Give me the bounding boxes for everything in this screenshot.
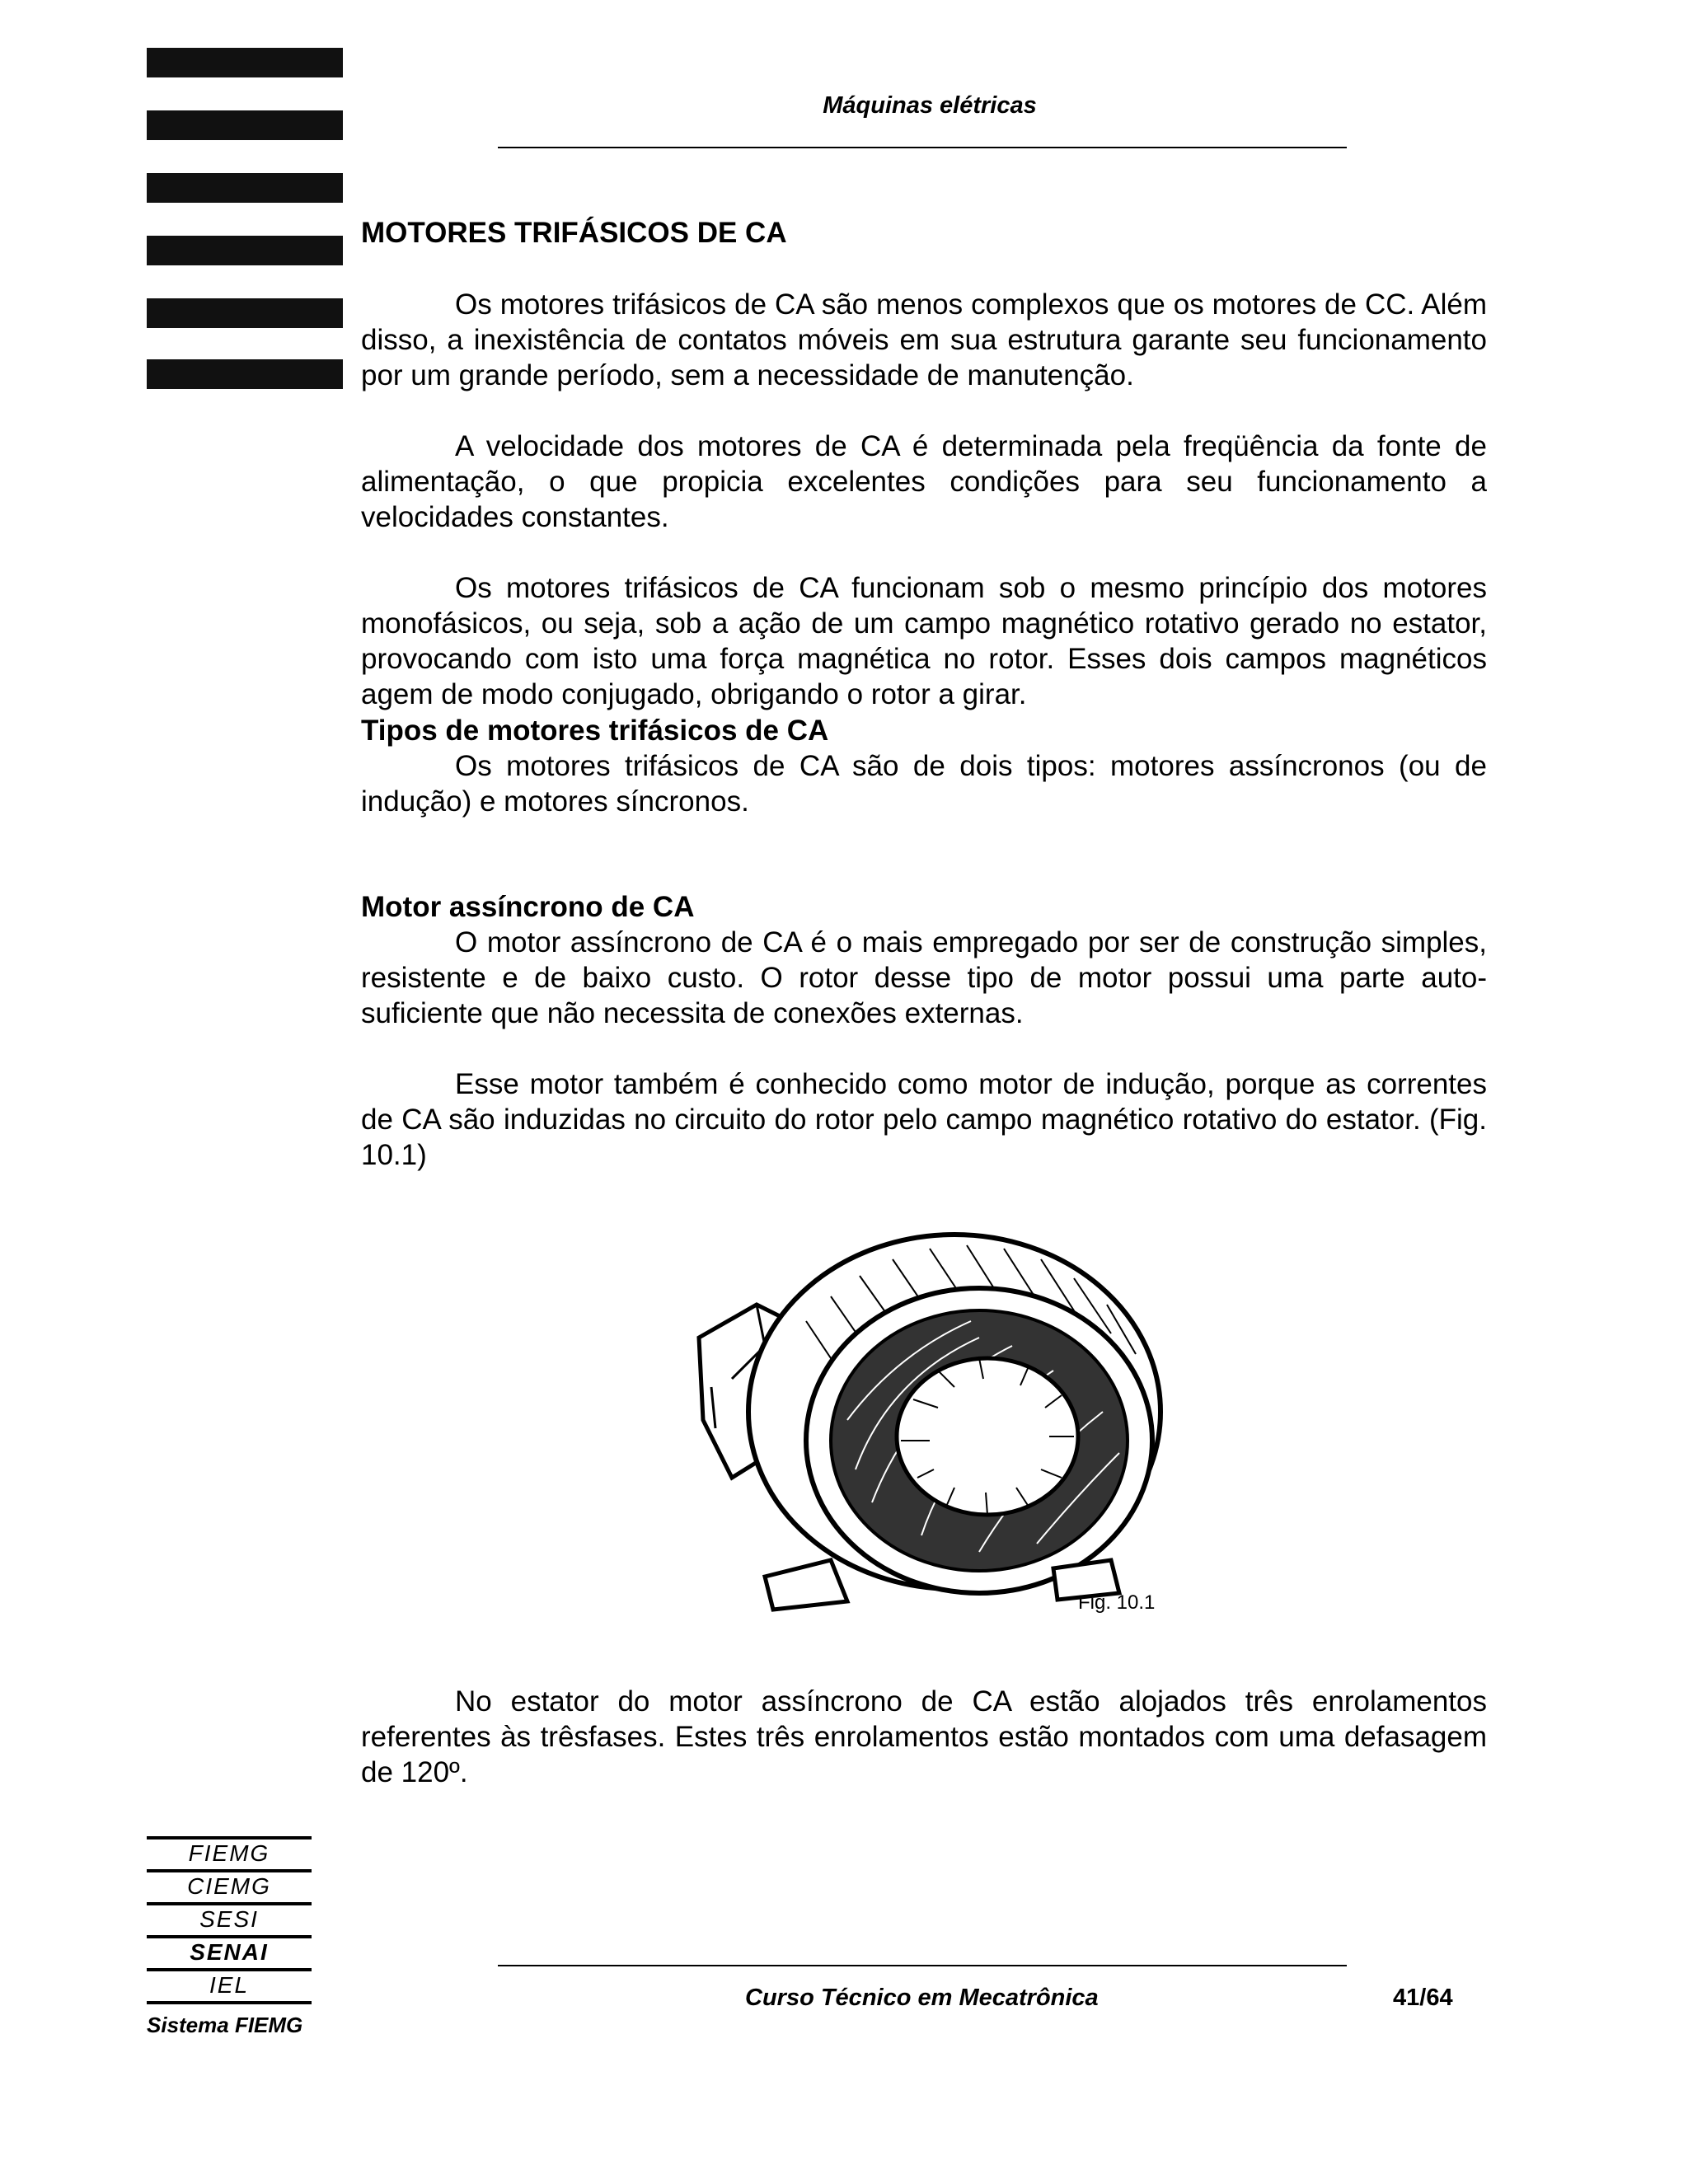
header-rule [498,147,1347,148]
motor-illustration [682,1230,1177,1626]
paragraph: A velocidade dos motores de CA é determinada pela freqüência da fonte de alimentação, o que propicia excelentes condições para seu funcionamento a velocidades constantes. [361,430,1487,533]
subsection-title-types: Tipos de motores trifásicos de CA [361,715,829,747]
decorative-bar [147,173,343,203]
header-title: Máquinas elétricas [823,92,1037,119]
paragraph: O motor assíncrono de CA é o mais empregado por ser de construção simples, resistente e de baixo custo. O rotor desse tipo de motor possui uma parte auto-suficiente que não necessita de conexões externas. [361,926,1487,1029]
logo-row: IEL [147,1968,312,2004]
running-header [0,92,1688,120]
subsection-title-async-motor: Motor assíncrono de CA [361,891,695,923]
paragraph: Esse motor também é conhecido como motor de indução, porque as correntes de CA são induzidas no circuito do rotor pelo campo magnético rotativo do estator. (Fig. 10.1) [361,1068,1487,1171]
logo-row: FIEMG [147,1836,312,1869]
logo-row: SESI [147,1902,312,1935]
decorative-bar [147,236,343,265]
page-number: 41/64 [1393,1985,1453,2011]
paragraph: Os motores trifásicos de CA são menos complexos que os motores de CC. Além disso, a inexistência de contatos móveis em sua estrutura garante seu funcionamento por um grande período, sem a necessidade de manutenção. [361,288,1487,391]
page-content [361,216,1487,1790]
paragraph: No estator do motor assíncrono de CA estão alojados três enrolamentos referentes às trêsfases. Estes três enrolamentos estão montados com uma defasagem de 120º. [361,1685,1487,1788]
figure-caption: Fig. 10.1 [1078,1591,1156,1614]
paragraph: Os motores trifásicos de CA são de dois tipos: motores assíncronos (ou de indução) e motores síncronos. [361,750,1487,818]
section-title: MOTORES TRIFÁSICOS DE CA [361,217,787,249]
decorative-bar [147,359,343,389]
logo-row: SENAI [147,1935,312,1968]
paragraph: Os motores trifásicos de CA funcionam sob o mesmo princípio dos motores monofásicos, ou seja, sob a ação de um campo magnético rotativo gerado no estator, provocando com isto uma força magnética no rotor. Esses dois campos magnéticos agem de modo conjugado, obrigando o rotor a girar. [361,572,1487,710]
decorative-bar [147,48,343,77]
figure-motor [682,1230,1177,1626]
footer-rule [498,1965,1347,1966]
footer-course: Curso Técnico em Mecatrônica [745,1985,1099,2011]
fiemg-logo [147,1836,312,2038]
decorative-bar [147,298,343,328]
logo-system-label: Sistema FIEMG [147,2013,303,2037]
logo-row: CIEMG [147,1869,312,1902]
